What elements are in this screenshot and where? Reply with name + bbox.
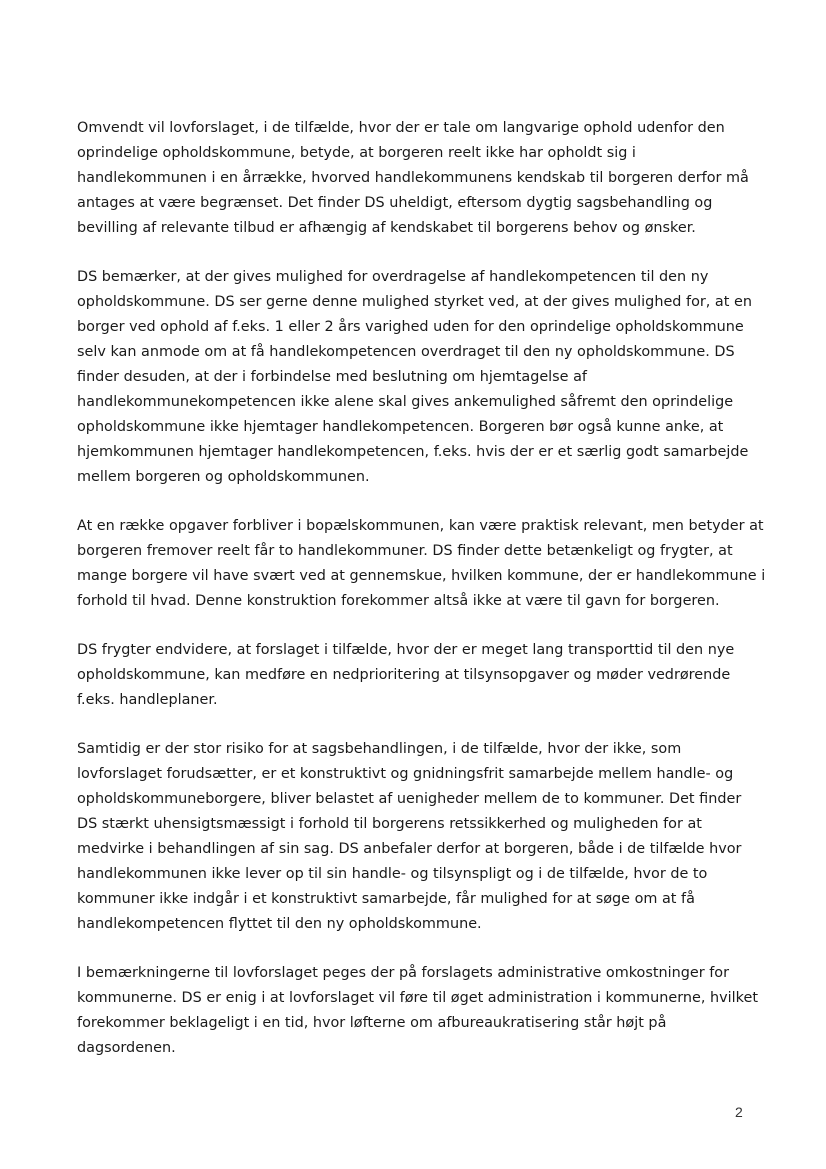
paragraph-1 (77, 116, 777, 241)
text-line: kommuner ikke indgår i et konstruktivt samarbejde, får mulighed for at søge om at få (77, 891, 695, 907)
text-line: opholdskommuneborgere, bliver belastet af uenigheder mellem de to kommuner. Det finder (77, 791, 742, 807)
text-line: antages at være begrænset. Det finder DS uheldigt, eftersom dygtig sagsbehandling og (77, 195, 713, 211)
text-line: mellem borgeren og opholdskommunen. (77, 469, 370, 485)
text-line: opholdskommune, kan medføre en nedprioritering at tilsynsopgaver og møder vedrørende (77, 667, 731, 683)
text-line: DS stærkt uhensigtsmæssigt i forhold til borgerens retssikkerhed og muligheden for at (77, 816, 702, 832)
paragraph-2 (77, 265, 777, 490)
text-line: handlekompetencen flyttet til den ny opholdskommune. (77, 916, 482, 932)
paragraph-4 (77, 638, 777, 713)
text-line: finder desuden, at der i forbindelse med beslutning om hjemtagelse af (77, 369, 587, 385)
text-line: forhold til hvad. Denne konstruktion forekommer altså ikke at være til gavn for borgeren. (77, 593, 720, 609)
text-line: dagsordenen. (77, 1040, 176, 1056)
text-line: selv kan anmode om at få handlekompetencen overdraget til den ny opholdskommune. DS (77, 344, 735, 360)
text-line: Samtidig er der stor risiko for at sagsbehandlingen, i de tilfælde, hvor der ikke, som (77, 741, 682, 757)
text-line: At en række opgaver forbliver i bopælskommunen, kan være praktisk relevant, men betyder at (77, 518, 764, 534)
text-line: oprindelige opholdskommune, betyde, at borgeren reelt ikke har opholdt sig i (77, 145, 636, 161)
paragraph-5 (77, 737, 777, 937)
text-line: forekommer beklageligt i en tid, hvor løfterne om afbureaukratisering står højt på (77, 1015, 667, 1031)
text-line: opholdskommune ikke hjemtager handlekompetencen. Borgeren bør også kunne anke, at (77, 419, 724, 435)
text-line: hjemkommunen hjemtager handlekompetencen, f.eks. hvis der er et særlig godt samarbejde (77, 444, 749, 460)
text-line: bevilling af relevante tilbud er afhængig af kendskabet til borgerens behov og ønsker. (77, 220, 696, 236)
text-line: mange borgere vil have svært ved at gennemskue, hvilken kommune, der er handlekommune i (77, 568, 766, 584)
text-line: DS frygter endvidere, at forslaget i tilfælde, hvor der er meget lang transporttid til den nye (77, 642, 735, 658)
text-line: handlekommunekompetencen ikke alene skal gives ankemulighed såfremt den oprindelige (77, 394, 734, 410)
text-line: Omvendt vil lovforslaget, i de tilfælde, hvor der er tale om langvarige ophold udenfor den (77, 120, 725, 136)
text-line: f.eks. handleplaner. (77, 692, 218, 708)
text-line: handlekommunen i en årrække, hvorved handlekommunens kendskab til borgeren derfor må (77, 170, 749, 186)
paragraph-3 (77, 514, 777, 614)
document-body (77, 116, 777, 1085)
text-line: opholdskommune. DS ser gerne denne mulighed styrket ved, at der gives mulighed for, at en (77, 294, 752, 310)
paragraph-6 (77, 961, 777, 1061)
page-number: 2 (735, 1104, 743, 1120)
text-line: kommunerne. DS er enig i at lovforslaget vil føre til øget administration i kommunerne, hvilket (77, 990, 758, 1006)
text-line: DS bemærker, at der gives mulighed for overdragelse af handlekompetencen til den ny (77, 269, 709, 285)
text-line: lovforslaget forudsætter, er et konstruktivt og gnidningsfrit samarbejde mellem handle- og (77, 766, 734, 782)
text-line: borgeren fremover reelt får to handlekommuner. DS finder dette betænkeligt og frygter, at (77, 543, 733, 559)
text-line: handlekommunen ikke lever op til sin handle- og tilsynspligt og i de tilfælde, hvor de to (77, 866, 708, 882)
text-line: medvirke i behandlingen af sin sag. DS anbefaler derfor at borgeren, både i de tilfælde hvor (77, 841, 742, 857)
text-line: I bemærkningerne til lovforslaget peges der på forslagets administrative omkostninger for (77, 965, 729, 981)
text-line: borger ved ophold af f.eks. 1 eller 2 års varighed uden for den oprindelige opholdskommune (77, 319, 744, 335)
